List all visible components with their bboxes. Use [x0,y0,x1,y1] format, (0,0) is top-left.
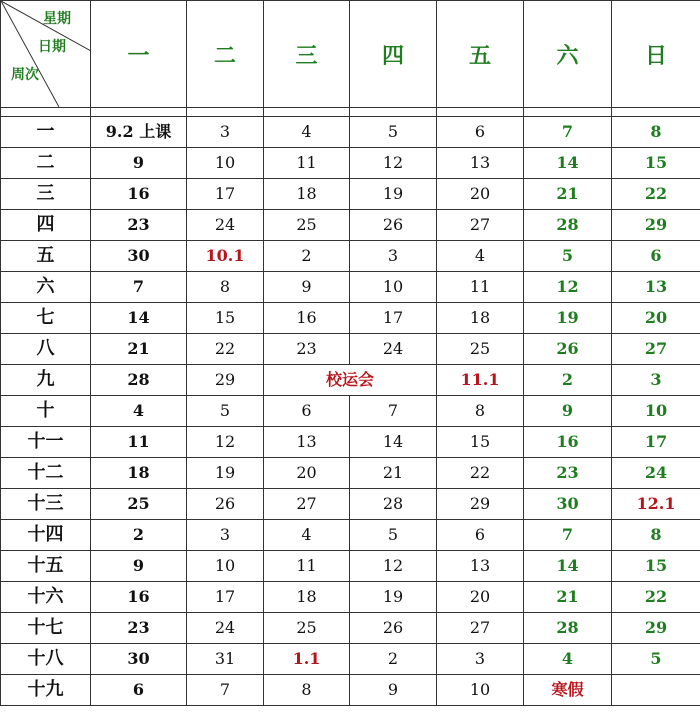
day-cell: 23 [524,458,612,489]
day-cell: 11.1 [437,365,524,396]
week-row [1,303,700,334]
day-cell: 2 [91,520,187,551]
week-number: 十五 [1,551,91,582]
week-number: 十一 [1,427,91,458]
day-cell: 16 [91,179,187,210]
day-cell: 12 [187,427,264,458]
day-cell: 25 [437,334,524,365]
day-cell: 22 [612,179,700,210]
day-cell: 25 [264,210,350,241]
day-cell: 10.1 [187,241,264,272]
day-cell: 26 [524,334,612,365]
day-cell: 6 [437,117,524,148]
day-cell: 16 [524,427,612,458]
week-row [1,365,700,396]
week-row [1,520,700,551]
day-cell: 17 [187,582,264,613]
day-cell: 22 [612,582,700,613]
day-cell: 14 [91,303,187,334]
day-cell: 11 [264,148,350,179]
day-cell: 26 [350,210,437,241]
day-cell: 3 [437,644,524,675]
week-number: 十三 [1,489,91,520]
day-cell: 3 [612,365,700,396]
day-cell: 19 [187,458,264,489]
week-row [1,675,700,706]
day-cell: 3 [350,241,437,272]
week-number: 五 [1,241,91,272]
day-cell: 7 [187,675,264,706]
day-cell: 4 [91,396,187,427]
week-row [1,582,700,613]
day-cell: 14 [524,148,612,179]
corner-label-weekday: 星期 [43,11,71,27]
day-cell: 18 [264,582,350,613]
day-cell: 17 [350,303,437,334]
day-cell: 27 [437,210,524,241]
week-row [1,613,700,644]
week-row [1,551,700,582]
week-row [1,334,700,365]
day-cell: 25 [91,489,187,520]
day-cell: 5 [350,117,437,148]
day-cell: 13 [437,551,524,582]
day-cell: 6 [91,675,187,706]
day-cell: 7 [524,520,612,551]
day-cell: 7 [350,396,437,427]
day-cell: 26 [350,613,437,644]
day-cell: 20 [437,582,524,613]
day-cell: 30 [91,241,187,272]
day-cell: 7 [524,117,612,148]
day-cell: 18 [264,179,350,210]
header-day-thu: 四 [350,1,437,108]
week-number: 三 [1,179,91,210]
day-cell: 14 [350,427,437,458]
day-cell: 29 [437,489,524,520]
week-number: 十四 [1,520,91,551]
day-cell: 2 [524,365,612,396]
day-cell: 19 [350,179,437,210]
day-cell: 27 [612,334,700,365]
day-cell: 8 [612,520,700,551]
week-number: 十 [1,396,91,427]
day-cell: 15 [187,303,264,334]
day-cell: 4 [524,644,612,675]
day-cell: 8 [612,117,700,148]
day-cell: 2 [264,241,350,272]
day-cell: 2 [350,644,437,675]
day-cell: 9 [264,272,350,303]
day-cell: 12 [524,272,612,303]
week-row [1,644,700,675]
header-day-tue: 二 [187,1,264,108]
week-row [1,241,700,272]
week-row [1,458,700,489]
week-number: 十二 [1,458,91,489]
day-cell: 1.1 [264,644,350,675]
day-cell: 13 [264,427,350,458]
day-cell: 3 [187,117,264,148]
week-row [1,272,700,303]
day-cell: 30 [91,644,187,675]
day-cell: 16 [91,582,187,613]
day-cell: 5 [187,396,264,427]
week-number: 八 [1,334,91,365]
header-day-sun: 日 [612,1,700,108]
day-cell: 17 [187,179,264,210]
day-cell: 28 [350,489,437,520]
day-cell: 寒假 [524,675,612,706]
week-row [1,210,700,241]
day-cell: 11 [91,427,187,458]
week-number: 十八 [1,644,91,675]
day-cell: 6 [612,241,700,272]
week-number: 一 [1,117,91,148]
day-cell: 10 [350,272,437,303]
week-row [1,148,700,179]
day-cell: 27 [437,613,524,644]
day-cell: 28 [91,365,187,396]
day-cell: 19 [524,303,612,334]
week-number: 十六 [1,582,91,613]
day-cell: 4 [264,520,350,551]
day-cell: 8 [437,396,524,427]
day-cell: 7 [91,272,187,303]
day-cell: 12 [350,148,437,179]
day-cell: 28 [524,613,612,644]
day-cell: 10 [187,551,264,582]
day-cell: 10 [437,675,524,706]
day-cell: 9 [524,396,612,427]
day-cell: 4 [437,241,524,272]
day-cell: 5 [350,520,437,551]
day-cell: 9.2 上课 [91,117,187,148]
day-cell [612,675,700,706]
day-cell: 24 [187,613,264,644]
week-number: 十九 [1,675,91,706]
day-cell: 8 [187,272,264,303]
week-number: 六 [1,272,91,303]
day-cell: 21 [350,458,437,489]
day-cell: 13 [612,272,700,303]
day-cell: 24 [612,458,700,489]
day-cell: 29 [187,365,264,396]
day-cell: 16 [264,303,350,334]
week-row [1,396,700,427]
week-row [1,117,700,148]
day-cell: 12 [350,551,437,582]
header-day-fri: 五 [437,1,524,108]
week-row [1,179,700,210]
day-cell: 5 [524,241,612,272]
day-cell: 15 [437,427,524,458]
day-cell: 18 [437,303,524,334]
spacer-row [1,108,700,117]
day-cell: 14 [524,551,612,582]
day-cell: 20 [264,458,350,489]
day-cell: 15 [612,148,700,179]
day-cell: 20 [612,303,700,334]
week-row [1,427,700,458]
day-cell: 15 [612,551,700,582]
day-cell: 22 [187,334,264,365]
day-cell: 23 [264,334,350,365]
day-cell: 5 [612,644,700,675]
day-cell: 9 [91,551,187,582]
day-cell: 29 [612,210,700,241]
day-cell: 24 [187,210,264,241]
header-row [1,1,700,108]
day-cell: 11 [264,551,350,582]
week-number: 十七 [1,613,91,644]
day-cell: 10 [612,396,700,427]
week-number: 九 [1,365,91,396]
corner-label-date: 日期 [38,39,66,55]
week-row [1,489,700,520]
day-cell: 21 [524,582,612,613]
day-cell: 25 [264,613,350,644]
corner-label-week: 周次 [11,67,39,83]
header-day-sat: 六 [524,1,612,108]
day-cell: 23 [91,210,187,241]
week-number: 二 [1,148,91,179]
corner-cell [1,1,91,108]
day-cell: 26 [187,489,264,520]
day-cell: 9 [91,148,187,179]
day-cell: 20 [437,179,524,210]
day-cell: 13 [437,148,524,179]
day-cell: 10 [187,148,264,179]
day-cell: 30 [524,489,612,520]
day-cell: 17 [612,427,700,458]
day-cell: 9 [350,675,437,706]
day-cell: 3 [187,520,264,551]
day-cell: 6 [264,396,350,427]
day-cell: 19 [350,582,437,613]
day-cell: 24 [350,334,437,365]
day-cell: 29 [612,613,700,644]
day-cell: 校运会 [264,365,437,396]
week-number: 七 [1,303,91,334]
day-cell: 18 [91,458,187,489]
day-cell: 22 [437,458,524,489]
day-cell: 21 [91,334,187,365]
day-cell: 21 [524,179,612,210]
day-cell: 23 [91,613,187,644]
day-cell: 8 [264,675,350,706]
week-number: 四 [1,210,91,241]
day-cell: 12.1 [612,489,700,520]
day-cell: 11 [437,272,524,303]
day-cell: 4 [264,117,350,148]
day-cell: 28 [524,210,612,241]
day-cell: 6 [437,520,524,551]
day-cell: 27 [264,489,350,520]
day-cell: 31 [187,644,264,675]
header-day-mon: 一 [91,1,187,108]
header-day-wed: 三 [264,1,350,108]
